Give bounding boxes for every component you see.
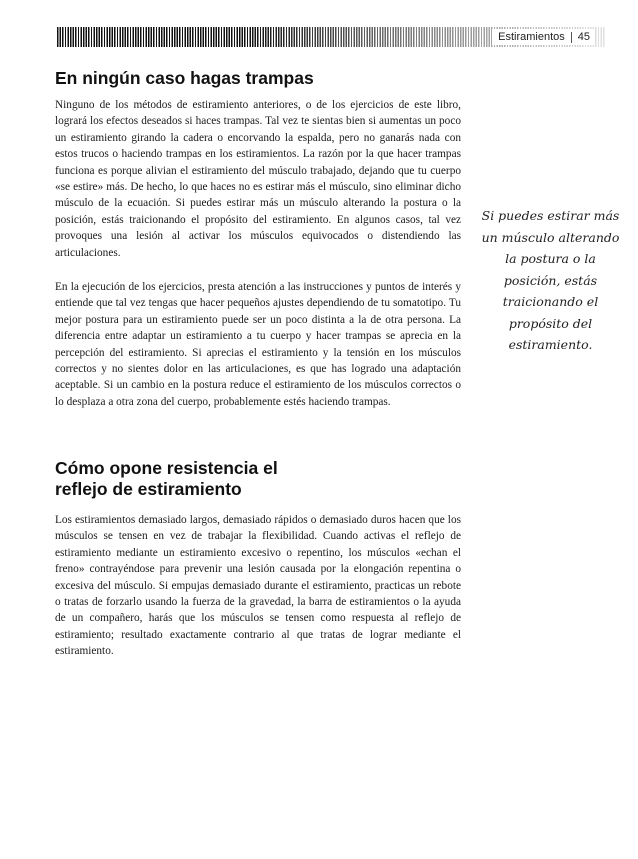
- paragraph-2: En la ejecución de los ejercicios, presta atención a las instrucciones y puntos de interés y entiende que tal vez tengas que hacer pequeños ajustes dependiendo de tu somatotipo. Tu mejor postura para un estiramiento puede ser un poco distinta a la de otra persona. La diferencia entre adaptar un estiramiento a tu cuerpo y hacer trampas se aprecia en la percepción del estiramiento. Si aprecias el estiramiento y la tensión en los músculos correctos y no sientes dolor en las articulaciones, es que has logrado una adaptación aceptable. Si un cambio en la postura reduce el estiramiento de los músculos correctos o lo desplaza a otra zona del cuerpo, probablemente estés haciendo trampas.: [55, 281, 461, 408]
- page-number: 45: [577, 31, 590, 43]
- heading-line-2: reflejo de estiramiento: [55, 479, 242, 499]
- pull-quote: Si puedes estirar más un músculo alterando la postura o la posición, estás traicionando el propósito del estiramiento.: [481, 208, 620, 352]
- section-heading-reflejo: [55, 458, 278, 500]
- running-head-title: Estiramientos: [498, 31, 565, 43]
- section-heading-trampas: En ningún caso hagas trampas: [55, 68, 314, 88]
- heading-line-1: Cómo opone resistencia el: [55, 458, 278, 478]
- paragraph-1: Ninguno de los métodos de estiramiento anteriores, o de los ejercicios de este libro, logrará los efectos deseados si haces trampas. Tal vez te sientas bien si aumentas un poco un estiramiento girando la cadera o encorvando la espalda, pero no ganarás nada con estos trucos o haciendo trampas en los estiramientos. La razón por la que hacer trampas funciona es porque alivian el estiramiento del músculo trabajado, dejando que tu cuerpo «se estire» más. De hecho, lo que haces no es estirar más el músculo, sino eliminar dicho músculo de la ecuación. Si puedes estirar más un músculo alterando la postura o la posición, estás traicionando el propósito del estiramiento. En algunos casos, tal vez provoques una lesión al activar los músculos equivocados o distendiendo las articulaciones.: [55, 99, 461, 259]
- running-head-separator: [571, 32, 572, 43]
- paragraph-3: Los estiramientos demasiado largos, demasiado rápidos o demasiado duros hacen que los músculos se tensen en vez de trabajar la flexibilidad. Cuando activas el reflejo de estiramiento mediante un estiramiento excesivo o repentino, los músculos «echan el freno» contrayéndose para prevenir una lesión causada por la elongación repentina o excesiva del músculo. Si empujas demasiado durante el estiramiento, practicas un rebote o tratas de forzarlo usando la fuerza de la gravedad, la barra de estiramientos o la ayuda de un compañero, harás que los músculos se tensen como respuesta al reflejo de estiramiento; resultado exactamente contrario al que tratas de lograr mediante el estiramiento.: [55, 514, 461, 658]
- running-head: [492, 29, 594, 45]
